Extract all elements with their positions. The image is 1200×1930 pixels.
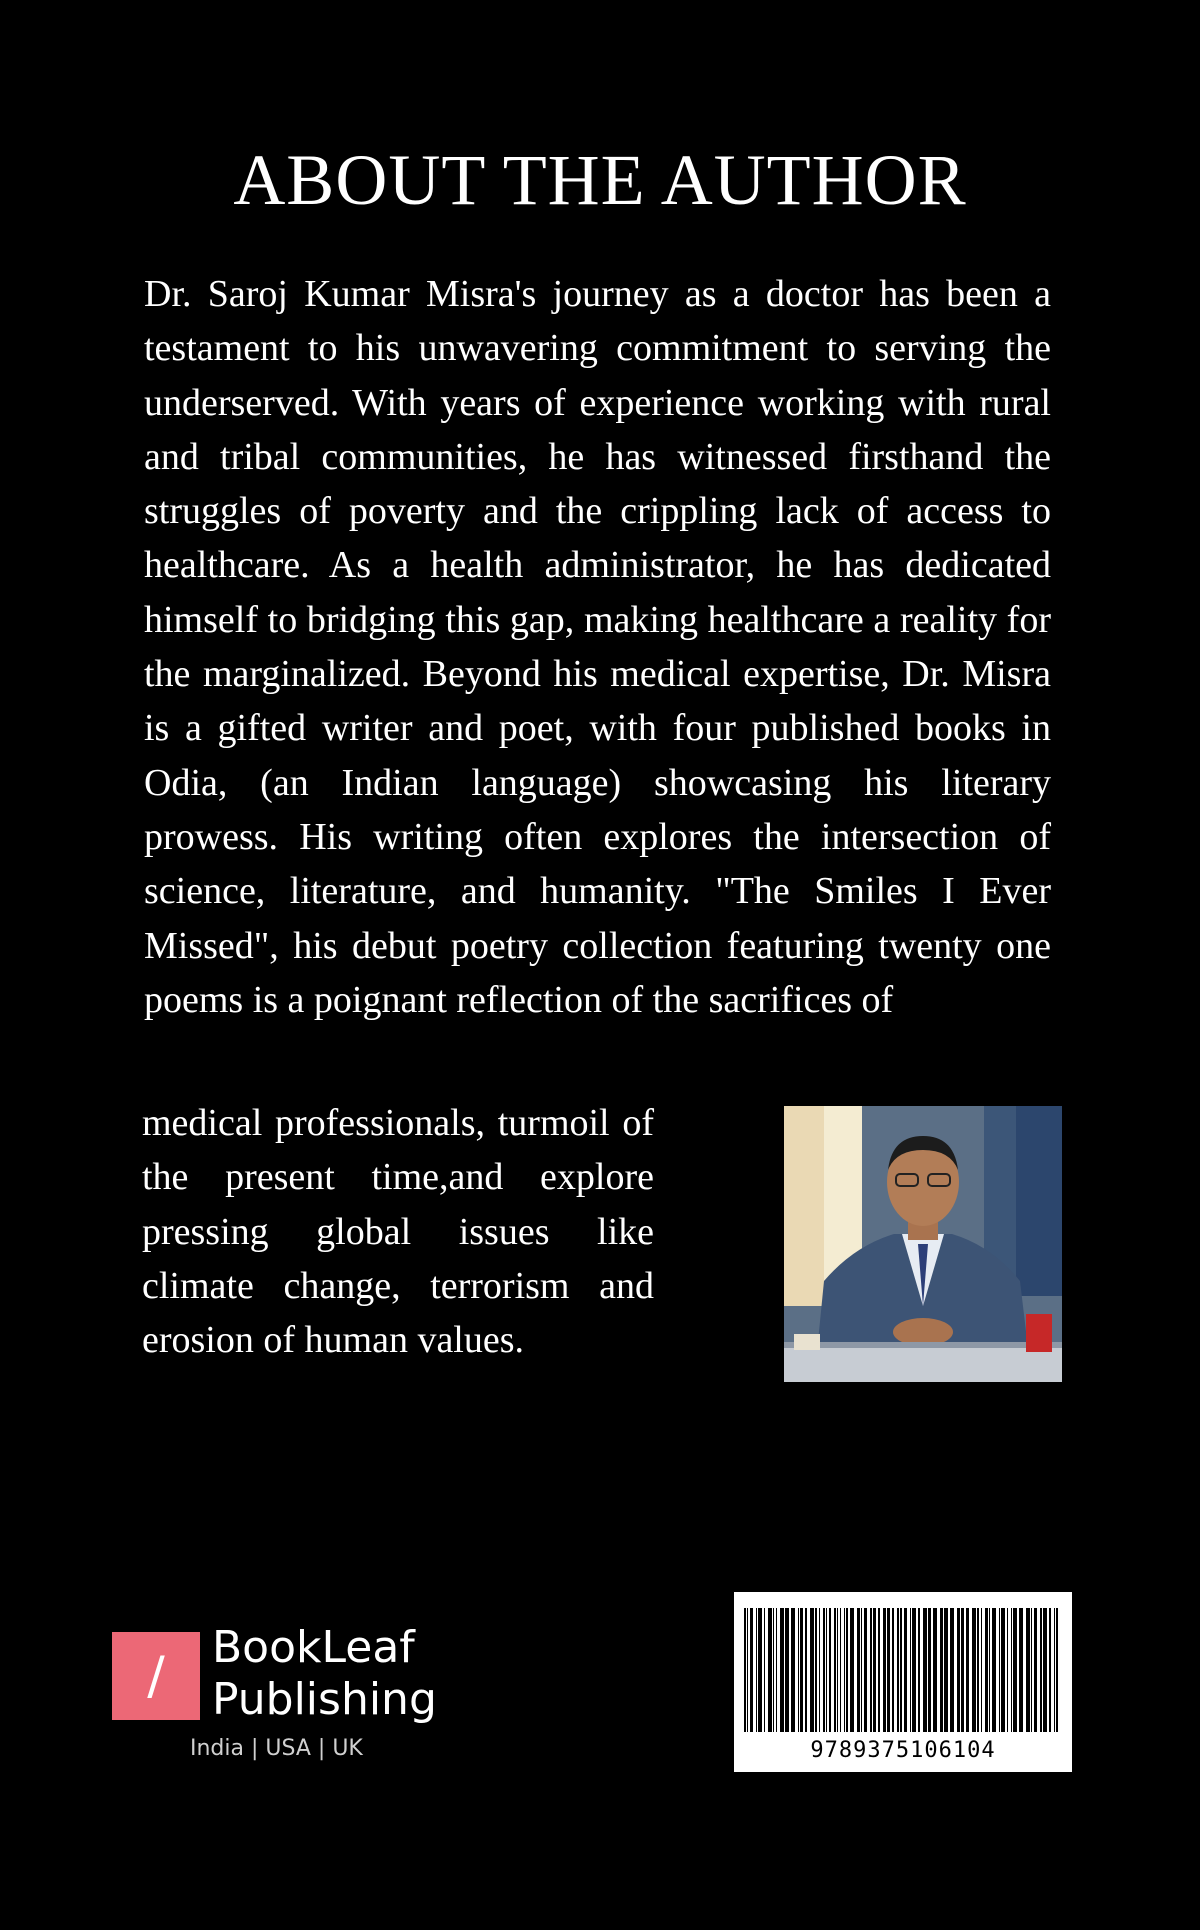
barcode-bar	[810, 1608, 814, 1732]
author-photo	[784, 1106, 1062, 1382]
barcode-bar	[933, 1608, 937, 1732]
barcode-bar	[750, 1608, 753, 1732]
barcode-bar	[892, 1608, 894, 1732]
publisher-mark-icon: /	[112, 1632, 200, 1720]
barcode-bar	[870, 1608, 872, 1732]
barcode-bar	[826, 1608, 827, 1732]
barcode-bar	[829, 1608, 831, 1732]
barcode-bar	[918, 1608, 920, 1732]
barcode-bar	[780, 1608, 784, 1732]
barcode-bar	[940, 1608, 943, 1732]
author-bio-paragraph: Dr. Saroj Kumar Misra's journey as a doctor has been a testament to his unwavering commitment to serving the underserved. With years of experience working with rural and tribal communities, he has witnessed firsthand the struggles of poverty and the crippling lack of access to healthcare. As a health administrator, he has dedicated himself to bridging this gap, making healthcare a reality for the marginalized. Beyond his medical expertise, Dr. Misra is a gifted writer and poet, with four published books in Odia, (an Indian language) showcasing his literary prowess. His writing often explores the intersection of science, literature, and humanity. "The Smiles I Ever Missed", his debut poetry collection featuring twenty one poems is a poignant reflection of the sacrifices of	[144, 273, 1051, 1021]
barcode-bar	[834, 1608, 836, 1732]
barcode-bar	[873, 1608, 876, 1732]
barcode-bar	[972, 1608, 976, 1732]
barcode-bar	[961, 1608, 964, 1732]
barcode-bar	[1054, 1608, 1055, 1732]
barcode-bar	[800, 1608, 803, 1732]
publisher-name-line1: BookLeaf	[212, 1622, 415, 1673]
barcode-bar	[1040, 1608, 1042, 1732]
barcode-bar	[758, 1608, 762, 1732]
barcode-bar	[981, 1608, 982, 1732]
barcode-bar	[1031, 1608, 1032, 1732]
barcode-bar	[815, 1608, 817, 1732]
barcode-bar	[878, 1608, 880, 1732]
barcode-bar	[912, 1608, 916, 1732]
barcode-bar	[850, 1608, 854, 1732]
barcode-bar	[900, 1608, 902, 1732]
barcode-bar	[977, 1608, 979, 1732]
barcode-bar	[985, 1608, 988, 1732]
barcode-bar	[764, 1608, 765, 1732]
barcode-bar	[747, 1608, 748, 1732]
barcode-bar	[957, 1608, 960, 1732]
barcode-bars	[742, 1608, 1064, 1732]
barcode-bar	[910, 1608, 911, 1732]
barcode-bar	[864, 1608, 867, 1732]
barcode-bar	[1034, 1608, 1037, 1732]
barcode-bar	[823, 1608, 825, 1732]
barcode-bar	[883, 1608, 886, 1732]
barcode-bar	[897, 1608, 899, 1732]
section-heading: ABOUT THE AUTHOR	[233, 140, 967, 220]
barcode-bar	[923, 1608, 927, 1732]
barcode-bar	[744, 1608, 746, 1732]
barcode-bar	[944, 1608, 948, 1732]
barcode-bar	[1011, 1608, 1012, 1732]
publisher-name-line2: Publishing	[212, 1674, 437, 1725]
isbn-number: 9789375106104	[810, 1738, 996, 1763]
publisher-regions: India | USA | UK	[190, 1736, 363, 1761]
barcode-bar	[768, 1608, 772, 1732]
barcode-bar	[756, 1608, 757, 1732]
barcode-bar	[844, 1608, 845, 1732]
barcode-bar	[861, 1608, 862, 1732]
barcode-bar	[773, 1608, 774, 1732]
barcode-bar	[928, 1608, 931, 1732]
barcode-bar	[950, 1608, 954, 1732]
barcode-bar	[1013, 1608, 1017, 1732]
barcode-bar	[1001, 1608, 1005, 1732]
barcode-bar	[805, 1608, 807, 1732]
barcode-bar	[1056, 1608, 1058, 1732]
barcode-bar	[819, 1608, 820, 1732]
barcode-bar	[1007, 1608, 1008, 1732]
publisher-name	[212, 1622, 437, 1726]
barcode-bar	[857, 1608, 860, 1732]
barcode-bar	[1026, 1608, 1030, 1732]
barcode-bar	[992, 1608, 996, 1732]
barcode-bar	[1019, 1608, 1023, 1732]
barcode-bar	[999, 1608, 1000, 1732]
barcode-bar	[966, 1608, 969, 1732]
barcode-bar	[837, 1608, 838, 1732]
barcode-bar	[798, 1608, 799, 1732]
barcode-bar	[1049, 1608, 1051, 1732]
barcode-bar	[1043, 1608, 1047, 1732]
barcode-bar	[904, 1608, 907, 1732]
barcode-bar	[791, 1608, 795, 1732]
barcode-bar	[785, 1608, 789, 1732]
barcode-bar	[989, 1608, 990, 1732]
barcode-bar	[840, 1608, 841, 1732]
publisher-logo	[112, 1622, 452, 1768]
barcode-bar	[887, 1608, 890, 1732]
barcode-bar	[846, 1608, 848, 1732]
author-bio-continued: medical professionals, turmoil of the present time,and explore pressing global issues like climate change, terrorism and erosion of human values.	[142, 1102, 654, 1362]
barcode-bar	[776, 1608, 777, 1732]
isbn-barcode	[734, 1592, 1072, 1772]
author-portrait-image	[784, 1106, 1062, 1382]
